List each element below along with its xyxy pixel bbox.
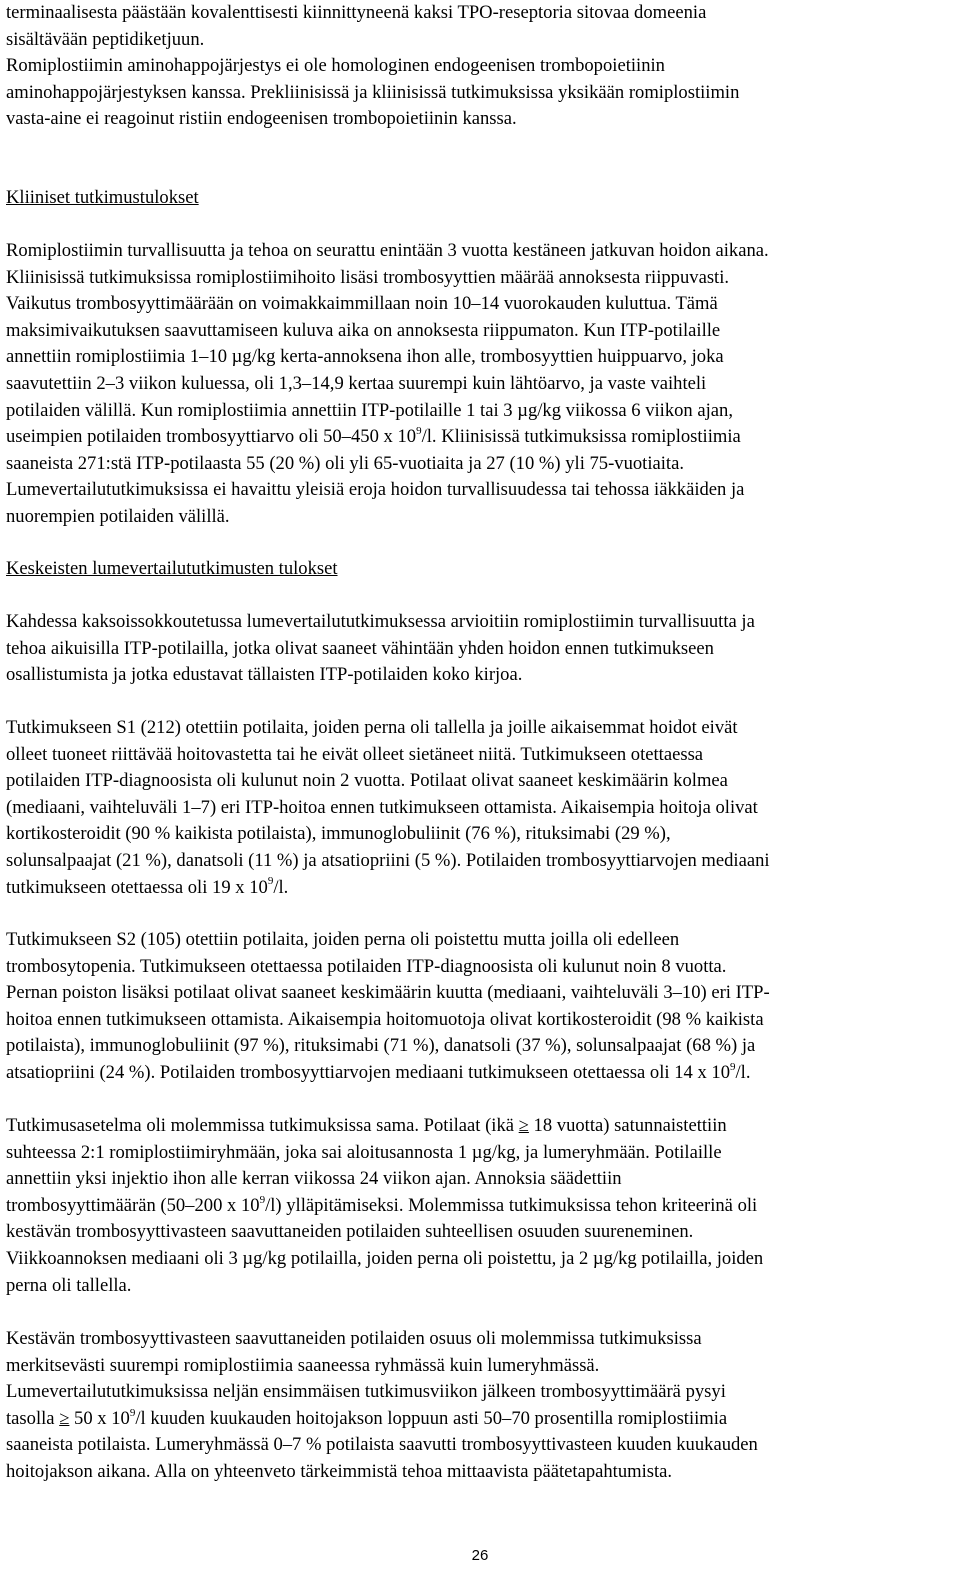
body-paragraph xyxy=(6,1326,956,1486)
text-run: Kestävän trombosyyttivasteen saavuttaneiden potilaiden osuus oli molemmissa tutkimuksissa xyxy=(6,1328,702,1349)
text-line xyxy=(6,320,720,341)
text-run: Romiplostiimin turvallisuutta ja tehoa on seurattu enintään 3 vuotta kestäneen jatkuvan hoidon aikana. xyxy=(6,240,769,261)
text-run: saaneista potilaista. Lumeryhmässä 0–7 % potilaista saavutti trombosyyttivasteen kuuden kuukauden xyxy=(6,1434,758,1456)
text-line xyxy=(6,1009,764,1030)
text-line xyxy=(6,108,517,129)
text-line xyxy=(6,1275,131,1296)
text-run: sisältävään peptidiketjuun. xyxy=(6,28,205,50)
text-run: 18 vuotta) satunnaistettiin xyxy=(528,1115,727,1136)
body-paragraph xyxy=(6,1113,956,1299)
section-heading xyxy=(6,185,956,212)
text-run: olleet tuoneet riittävää hoitovastetta tai he eivät olleet sietäneet niitä. Tutkimukseen otettaessa xyxy=(6,743,704,765)
text-line xyxy=(6,1115,727,1136)
text-run: hoitojakson aikana. Alla on yhteenveto tärkeimmistä tehoa mittaavista päätetapahtumista. xyxy=(6,1460,673,1482)
text-run: Viikkoannoksen mediaani oli 3 µg/kg potilailla, joiden perna oli poistettu, ja 2 µg/kg potilailla, joiden xyxy=(6,1247,764,1269)
text-line xyxy=(6,1461,672,1482)
text-line xyxy=(6,877,288,898)
text-line xyxy=(6,1434,758,1455)
text-line xyxy=(6,2,706,23)
superscript: 9 xyxy=(267,875,274,888)
body-paragraph xyxy=(6,927,956,1087)
text-line xyxy=(6,929,679,950)
text-run: /l. Kliinisissä tutkimuksissa romiplostiimia xyxy=(421,426,741,448)
text-run: /l) ylläpitämiseksi. Molemmissa tutkimuksissa tehon kriteerinä oli xyxy=(265,1194,758,1216)
text-run: atsatiopriini (24 %). Potilaiden trombosyyttiarvojen mediaani tutkimukseen otettaessa oli 14 x 10 xyxy=(6,1061,730,1083)
body-paragraph xyxy=(6,609,956,689)
text-run: annettiin yksi injektio ihon alle kerran viikossa 24 viikon ajan. Annoksia säädettiin xyxy=(6,1168,622,1190)
text-line xyxy=(6,55,665,76)
superscript: 9 xyxy=(129,1406,136,1419)
superscript: 9 xyxy=(416,424,422,437)
text-line xyxy=(6,770,728,791)
body-paragraph xyxy=(6,238,956,531)
text-run: trombosyyttimäärän (50–200 x 10 xyxy=(6,1194,260,1216)
text-line xyxy=(6,1408,727,1429)
text-run: merkitsevästi suurempi romiplostiimia saaneessa ryhmässä kuin lumeryhmässä. xyxy=(6,1354,600,1376)
text-run: Vaikutus trombosyyttimäärään on voimakkaimmillaan noin 10–14 vuorokauden kuluttua. Tämä xyxy=(6,293,718,315)
text-line xyxy=(6,1168,622,1189)
text-run: nuorempien potilaiden välillä. xyxy=(6,505,230,527)
text-run: maksimivaikutuksen saavuttamiseen kuluva aika on annoksesta riippumaton. Kun ITP-potilaille xyxy=(6,319,721,341)
text-line xyxy=(6,293,718,314)
superscript: 9 xyxy=(730,1060,736,1073)
text-run: Lumevertailututkimuksissa ei havaittu yleisiä eroja hoidon turvallisuudessa tai tehossa iäkkäiden ja xyxy=(6,479,745,501)
text-run: useimpien potilaiden trombosyyttiarvo oli 50–450 x 10 xyxy=(6,426,417,448)
text-line xyxy=(6,187,199,208)
text-line xyxy=(6,29,204,50)
text-run: potilaiden ITP-diagnoosista oli kulunut noin 2 vuotta. Potilaat olivat saaneet keskimäärin kolmea xyxy=(6,770,728,792)
text-run: annettiin romiplostiimia 1–10 µg/kg kerta-annoksena ihon alle, trombosyyttien huippuarvo, joka xyxy=(6,346,724,368)
text-run: potilaista), immunoglobuliinit (97 %), rituksimabi (71 %), danatsoli (37 %), solunsalpaajat (68 %) ja xyxy=(6,1035,756,1057)
text-line xyxy=(6,717,738,738)
text-line xyxy=(6,850,770,871)
text-run: vasta-aine ei reagoinut ristiin endogeenisen trombopoietiinin kanssa. xyxy=(6,108,517,130)
text-run: /l. xyxy=(273,876,289,898)
text-line xyxy=(6,797,758,818)
text-run: ≥ xyxy=(59,1407,70,1429)
text-run: saavutettiin 2–3 viikon kuluessa, oli 1,3–14,9 kertaa suurempi kuin lähtöarvo, ja vaste vaihteli xyxy=(6,372,707,394)
body-paragraph xyxy=(6,715,956,901)
text-run: trombosytopenia. Tutkimukseen otettaessa potilaiden ITP-diagnoosista oli kulunut noin 8 vuotta. xyxy=(6,955,727,977)
text-run: Lumevertailututkimuksissa neljän ensimmäisen tutkimusviikon jälkeen trombosyyttimäärä pysyi xyxy=(6,1381,726,1403)
text-line xyxy=(6,1195,757,1216)
text-line xyxy=(6,267,729,288)
text-line xyxy=(6,479,744,500)
text-run: kortikosteroidit (90 % kaikista potilaista), immunoglobuliinit (76 %), rituksimabi (29 %), xyxy=(6,823,671,845)
text-run: Kliinisissä tutkimuksissa romiplostiimihoito lisäsi trombosyyttien määrää annoksesta riippuvasti. xyxy=(6,266,730,288)
text-run: /l. xyxy=(735,1061,751,1083)
text-line xyxy=(6,1328,702,1349)
text-line xyxy=(6,558,338,579)
text-run: tutkimukseen otettaessa oli 19 x 10 xyxy=(6,876,268,898)
text-run: suhteessa 2:1 romiplostiimiryhmään, joka sai aloitusannosta 1 µg/kg, ja lumeryhmään. Potilaille xyxy=(6,1141,722,1163)
text-run: Keskeisten lumevertailututkimusten tulokset xyxy=(6,558,338,579)
text-line xyxy=(6,664,522,685)
text-line xyxy=(6,373,706,394)
text-run: kestävän trombosyyttivasteen saavuttaneiden potilaiden suhteellisen osuuden suureneminen. xyxy=(6,1221,694,1243)
body-paragraph xyxy=(6,53,956,133)
text-run: saaneista 271:stä ITP-potilaasta 55 (20 %) oli yli 65-vuotiaita ja 27 (10 %) yli 75-vuotiaita. xyxy=(6,452,684,474)
text-run: solunsalpaajat (21 %), danatsoli (11 %) ja atsatiopriini (5 %). Potilaiden trombosyyttiarvojen mediaani xyxy=(6,849,770,871)
text-run: tehoa aikuisilla ITP-potilailla, jotka olivat saaneet vähintään yhden hoidon ennen tutkimukseen xyxy=(6,637,714,659)
text-run: Kliiniset tutkimustulokset xyxy=(6,187,199,208)
text-run: Tutkimukseen S1 (212) otettiin potilaita, joiden perna oli tallella ja joille aikaisemmat hoidot eivät xyxy=(6,717,738,738)
text-run: 50 x 10 xyxy=(69,1407,130,1429)
superscript: 9 xyxy=(259,1193,266,1206)
text-line xyxy=(6,453,684,474)
text-run: tasolla xyxy=(6,1407,60,1429)
text-line xyxy=(6,1062,750,1083)
text-line xyxy=(6,82,739,103)
text-run: (mediaani, vaihteluväli 1–7) eri ITP-hoitoa ennen tutkimukseen ottamista. Aikaisempia hoitoja olivat xyxy=(6,796,758,818)
text-line xyxy=(6,400,733,421)
text-line xyxy=(6,823,671,844)
text-line xyxy=(6,1035,755,1056)
text-line xyxy=(6,1248,763,1269)
text-line xyxy=(6,956,726,977)
text-line xyxy=(6,638,714,659)
text-line xyxy=(6,240,769,261)
text-line xyxy=(6,982,770,1003)
text-run: /l kuuden kuukauden hoitojakson loppuun asti 50–70 prosentilla romiplostiimia xyxy=(135,1407,728,1429)
text-run: Tutkimukseen S2 (105) otettiin potilaita, joiden perna oli poistettu mutta joilla oli edelleen xyxy=(6,929,680,950)
text-run: perna oli tallella. xyxy=(6,1274,132,1296)
text-line xyxy=(6,1221,693,1242)
text-run: aminohappojärjestyksen kanssa. Prekliinisissä ja kliinisissä tutkimuksissa yksikään romiplostiimin xyxy=(6,81,740,103)
text-run: Kahdessa kaksoissokkoutetussa lumevertailututkimuksessa arvioitiin romiplostiimin turvallisuutta ja xyxy=(6,611,755,632)
text-line xyxy=(6,426,741,447)
text-run: osallistumista ja jotka edustavat tällaisten ITP-potilaiden koko kirjoa. xyxy=(6,664,523,686)
text-run: Pernan poiston lisäksi potilaat olivat saaneet keskimäärin kuutta (mediaani, vaihteluväli 3–10) eri ITP- xyxy=(6,982,770,1004)
text-line xyxy=(6,1142,722,1163)
text-line xyxy=(6,346,724,367)
text-line xyxy=(6,506,230,527)
text-line xyxy=(6,611,755,632)
text-run: Romiplostiimin aminohappojärjestys ei ole homologinen endogeenisen trombopoietiinin xyxy=(6,55,665,76)
text-line xyxy=(6,1381,726,1402)
text-run: potilaiden välillä. Kun romiplostiimia annettiin ITP-potilaille 1 tai 3 µg/kg viikossa 6 viikon ajan, xyxy=(6,399,733,421)
text-run: terminaalisesta päästään kovalenttisesti kiinnittyneenä kaksi TPO-reseptoria sitovaa domeenia xyxy=(6,2,707,23)
body-paragraph xyxy=(6,0,956,53)
text-line xyxy=(6,744,703,765)
text-line xyxy=(6,1355,599,1376)
text-run: ≥ xyxy=(518,1115,529,1136)
page-number: 26 xyxy=(471,1547,489,1564)
text-run: Tutkimusasetelma oli molemmissa tutkimuksissa sama. Potilaat (ikä xyxy=(6,1115,519,1136)
section-heading xyxy=(6,556,956,583)
text-run: hoitoa ennen tutkimukseen ottamista. Aikaisempia hoitomuotoja olivat kortikosteroidit (98 % kaikista xyxy=(6,1008,764,1030)
